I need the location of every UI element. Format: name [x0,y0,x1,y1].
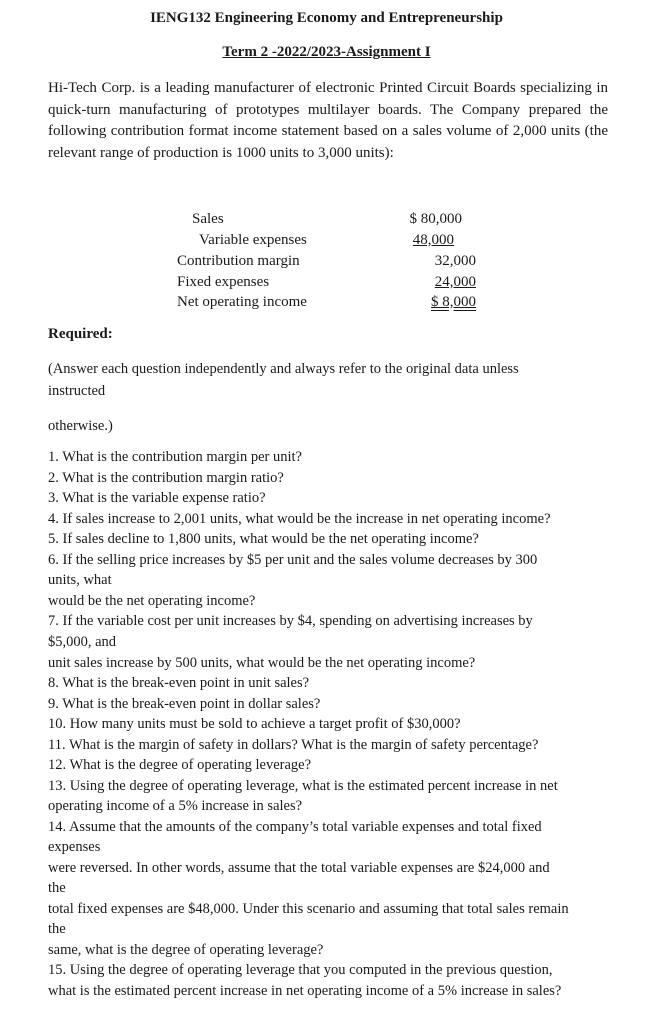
question-14-cont: same, what is the degree of operating leverage? [48,942,324,958]
question-8: 8. What is the break-even point in unit sales? [48,675,310,691]
question-5: 5. If sales decline to 1,800 units, what would be the net operating income? [48,531,479,547]
question-10: 10. How many units must be sold to achieve a target profit of $30,000? [48,716,461,732]
question-14-cont: expenses [48,839,101,855]
question-12: 12. What is the degree of operating leverage? [48,757,312,773]
question-13: 13. Using the degree of operating leverage, what is the estimated percent increase in net [48,778,558,794]
document-subtitle: Term 2 -2022/2023-Assignment I [222,44,431,60]
question-14-cont: the [48,880,66,896]
text-line: (Answer each question independently and always refer to the original data unless [48,361,519,377]
question-13-cont: operating income of a 5% increase in sales? [48,798,303,814]
question-7-cont: unit sales increase by 500 units, what would be the net operating income? [48,655,476,671]
statement-cm-value: 32,000 [434,253,476,269]
question-14: 14. Assume that the amounts of the company’s total variable expenses and total fixed [48,819,542,835]
statement-variable-label: Variable expenses [199,232,307,248]
statement-sales-label: Sales [192,211,224,227]
intro-paragraph: Hi-Tech Corp. is a leading manufacturer of electronic Printed Circuit Boards specializing in quick-turn manufacturing of prototypes multilayer boards. The Company prepared the following contribution format income statement based on a sales volume of 2,000 units (the relevant range of production is 1000 units to 3,000 units): [48,80,608,161]
question-1: 1. What is the contribution margin per unit? [48,449,302,465]
question-6-cont: units, what [48,572,112,588]
question-3: 3. What is the variable expense ratio? [48,490,266,506]
statement-fixed-value: 24,000 [434,274,476,290]
required-heading: Required: [48,326,113,342]
question-15-cont: what is the estimated percent increase in net operating income of a 5% increase in sales? [48,983,562,999]
question-6-cont: would be the net operating income? [48,593,256,609]
question-14-cont: total fixed expenses are $48,000. Under this scenario and assuming that total sales remain [48,901,569,917]
question-14-cont: the [48,921,66,937]
question-9: 9. What is the break-even point in dollar sales? [48,696,321,712]
text-line: otherwise.) [48,418,113,434]
statement-noi-label: Net operating income [177,294,307,310]
question-14-cont: were reversed. In other words, assume that the total variable expenses are $24,000 and [48,860,550,876]
question-15: 15. Using the degree of operating leverage that you computed in the previous question, [48,962,553,978]
document-title: IENG132 Engineering Economy and Entrepreneurship [150,10,503,26]
text-line: instructed [48,383,106,399]
question-6: 6. If the selling price increases by $5 per unit and the sales volume decreases by 300 [48,552,538,568]
statement-sales-value: $ 80,000 [409,211,462,227]
question-2: 2. What is the contribution margin ratio? [48,470,284,486]
question-4: 4. If sales increase to 2,001 units, what would be the increase in net operating income? [48,511,551,527]
question-7: 7. If the variable cost per unit increases by $4, spending on advertising increases by [48,613,533,629]
question-11: 11. What is the margin of safety in dollars? What is the margin of safety percentage? [48,737,539,753]
statement-noi-value: $ 8,000 [431,294,476,310]
question-7-cont: $5,000, and [48,634,117,650]
statement-fixed-label: Fixed expenses [177,274,270,290]
statement-variable-value: 48,000 [412,232,454,248]
statement-cm-label: Contribution margin [177,253,300,269]
